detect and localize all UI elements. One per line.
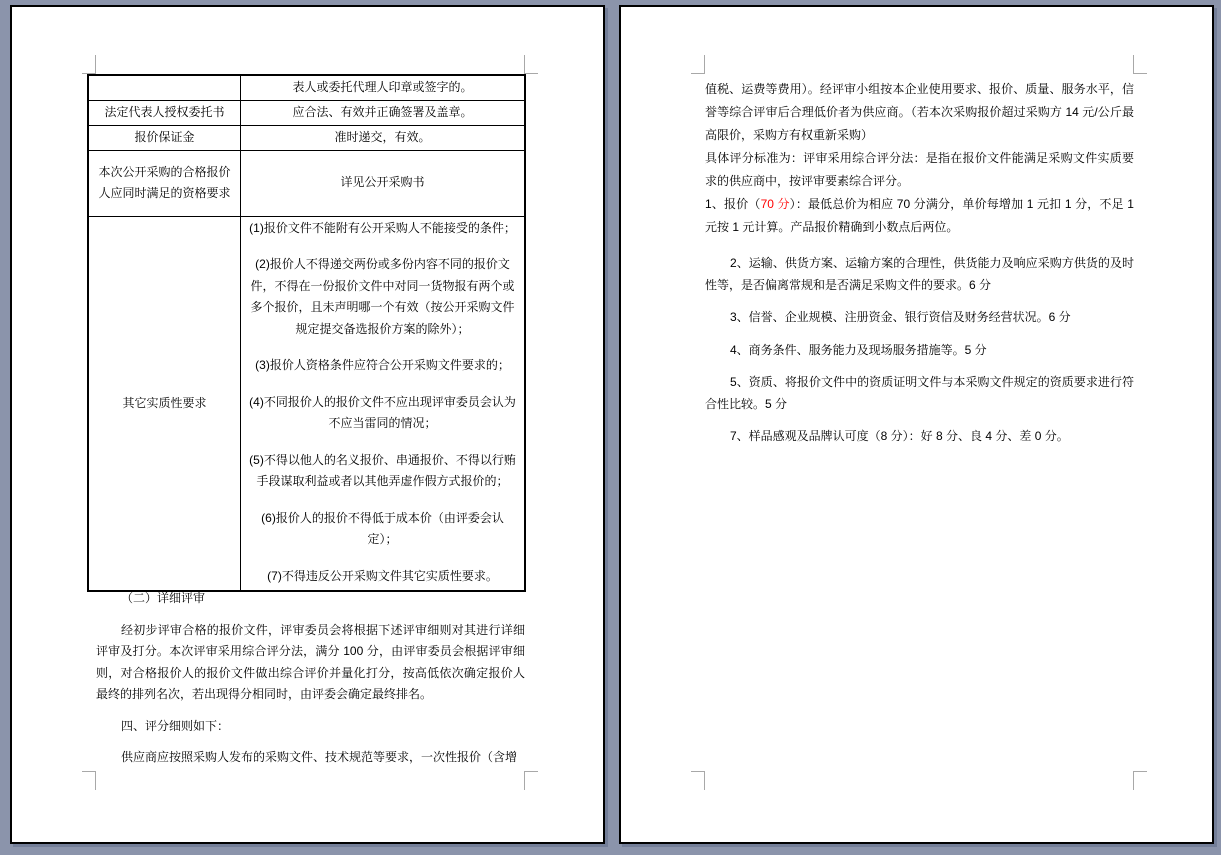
document-page-1[interactable] xyxy=(10,5,605,844)
substantive-item: (6)报价人的报价不得低于成本价（由评委会认定）； xyxy=(261,510,504,546)
table-cell-label: 报价保证金 xyxy=(88,125,241,150)
margin-corner-mark xyxy=(691,771,705,790)
margin-corner-mark xyxy=(82,55,96,74)
detail-review-paragraph: 经初步评审合格的报价文件，评审委员会将根据下述评审细则对其进行详细评审及打分。本次评审采用综合评分法，满分 100 分，由评审委员会根据评审细则，对合格报价人的报价文件做出综合评价并量化打分，按高低依次确定报价人最终的排列名次，若出现得分相同时，由评委会确定最终排名。 xyxy=(96,622,525,701)
table-cell-label: 本次公开采购的合格报价人应同时满足的资格要求 xyxy=(88,150,241,216)
price-item-suffix: ）：最低总价为相应 70 分满分，单价每增加 1 元扣 1 分，不足 1 元按 1 元计算。产品报价精确到小数点后两位。 xyxy=(705,197,1134,234)
table-cell-label: 法定代表人授权委托书 xyxy=(88,100,241,125)
table-cell-value: 应合法、有效并正确签署及盖章。 xyxy=(241,100,526,125)
price-item-score-red: 70 分 xyxy=(760,197,790,211)
substantive-item: (2)报价人不得递交两份或多份内容不同的报价文件，不得在一份报价文件中对同一货物报有两个或多个报价，且未声明哪一个有效（按公开采购文件规定提交备选报价方案的除外）； xyxy=(250,257,515,336)
substantive-item: (1)报价文件不能附有公开采购人不能接受的条件； xyxy=(249,220,516,235)
document-page-2[interactable] xyxy=(619,5,1214,844)
table-row-substantive-requirements xyxy=(88,216,525,591)
margin-corner-mark xyxy=(691,55,705,74)
page2-body-text xyxy=(705,78,1134,448)
table-cell-label xyxy=(88,75,241,100)
criteria-item-reputation: 3、信誉、企业规模、注册资金、银行资信及财务经营状况。6 分 xyxy=(730,310,1071,324)
continuation-paragraph: 值税、运费等费用）。经评审小组按本企业使用要求、报价、质量、服务水平，信誉等综合评审后合理低价者为供应商。（若本次采购报价超过采购方 14 元/公斤最高限价，采购方有权重新采购） xyxy=(705,82,1134,142)
margin-corner-mark xyxy=(524,55,538,74)
table-row xyxy=(88,100,525,125)
heading-scoring-rules: 四、评分细则如下： xyxy=(121,718,230,733)
table-cell-value: 准时递交，有效。 xyxy=(241,125,526,150)
table-row xyxy=(88,75,525,100)
substantive-item: (7)不得违反公开采购文件其它实质性要求。 xyxy=(267,568,498,583)
criteria-item-price xyxy=(705,193,1134,239)
qualification-requirements-table xyxy=(87,74,526,592)
substantive-item: (4)不同报价人的报价文件不应出现评审委员会认为不应当雷同的情况； xyxy=(249,394,516,430)
criteria-item-commercial: 4、商务条件、服务能力及现场服务措施等。5 分 xyxy=(730,342,987,357)
table-cell-value: 表人或委托代理人印章或签字的。 xyxy=(241,75,526,100)
substantive-item: (3)报价人资格条件应符合公开采购文件要求的； xyxy=(255,358,510,372)
table-cell-substantive-items xyxy=(241,216,526,591)
criteria-item-transport: 2、运输、供货方案、运输方案的合理性，供货能力及响应采购方供货的及时性等，是否偏离常规和是否满足采购文件的要求。6 分 xyxy=(705,256,1134,292)
price-item-prefix: 1、报价（ xyxy=(705,197,761,211)
substantive-item: (5)不得以他人的名义报价、串通报价、不得以行贿手段谋取利益或者以其他弄虚作假方式报价的； xyxy=(249,452,516,488)
criteria-item-qualification: 5、资质、将报价文件中的资质证明文件与本采购文件规定的资质要求进行符合性比较。5 分 xyxy=(705,375,1134,411)
page1-body-text xyxy=(96,588,525,779)
table-row xyxy=(88,125,525,150)
criteria-item-sample: 7、样品感观及品牌认可度（8 分）：好 8 分、良 4 分、差 0 分。 xyxy=(730,429,1069,443)
margin-corner-mark xyxy=(1133,55,1147,74)
margin-corner-mark xyxy=(1133,771,1147,790)
table-cell-value: 详见公开采购书 xyxy=(241,150,526,216)
criteria-intro-paragraph: 具体评分标准为：评审采用综合评分法：是指在报价文件能满足采购文件实质要求的供应商中，按评审要素综合评分。 xyxy=(705,151,1134,188)
margin-corner-mark xyxy=(82,771,96,790)
heading-detail-review: （二）详细评审 xyxy=(121,591,206,605)
table-cell-label: 其它实质性要求 xyxy=(88,216,241,591)
margin-corner-mark xyxy=(524,771,538,790)
supplier-quote-line: 供应商应按照采购人发布的采购文件、技术规范等要求，一次性报价（含增 xyxy=(121,750,518,764)
table-row xyxy=(88,150,525,216)
